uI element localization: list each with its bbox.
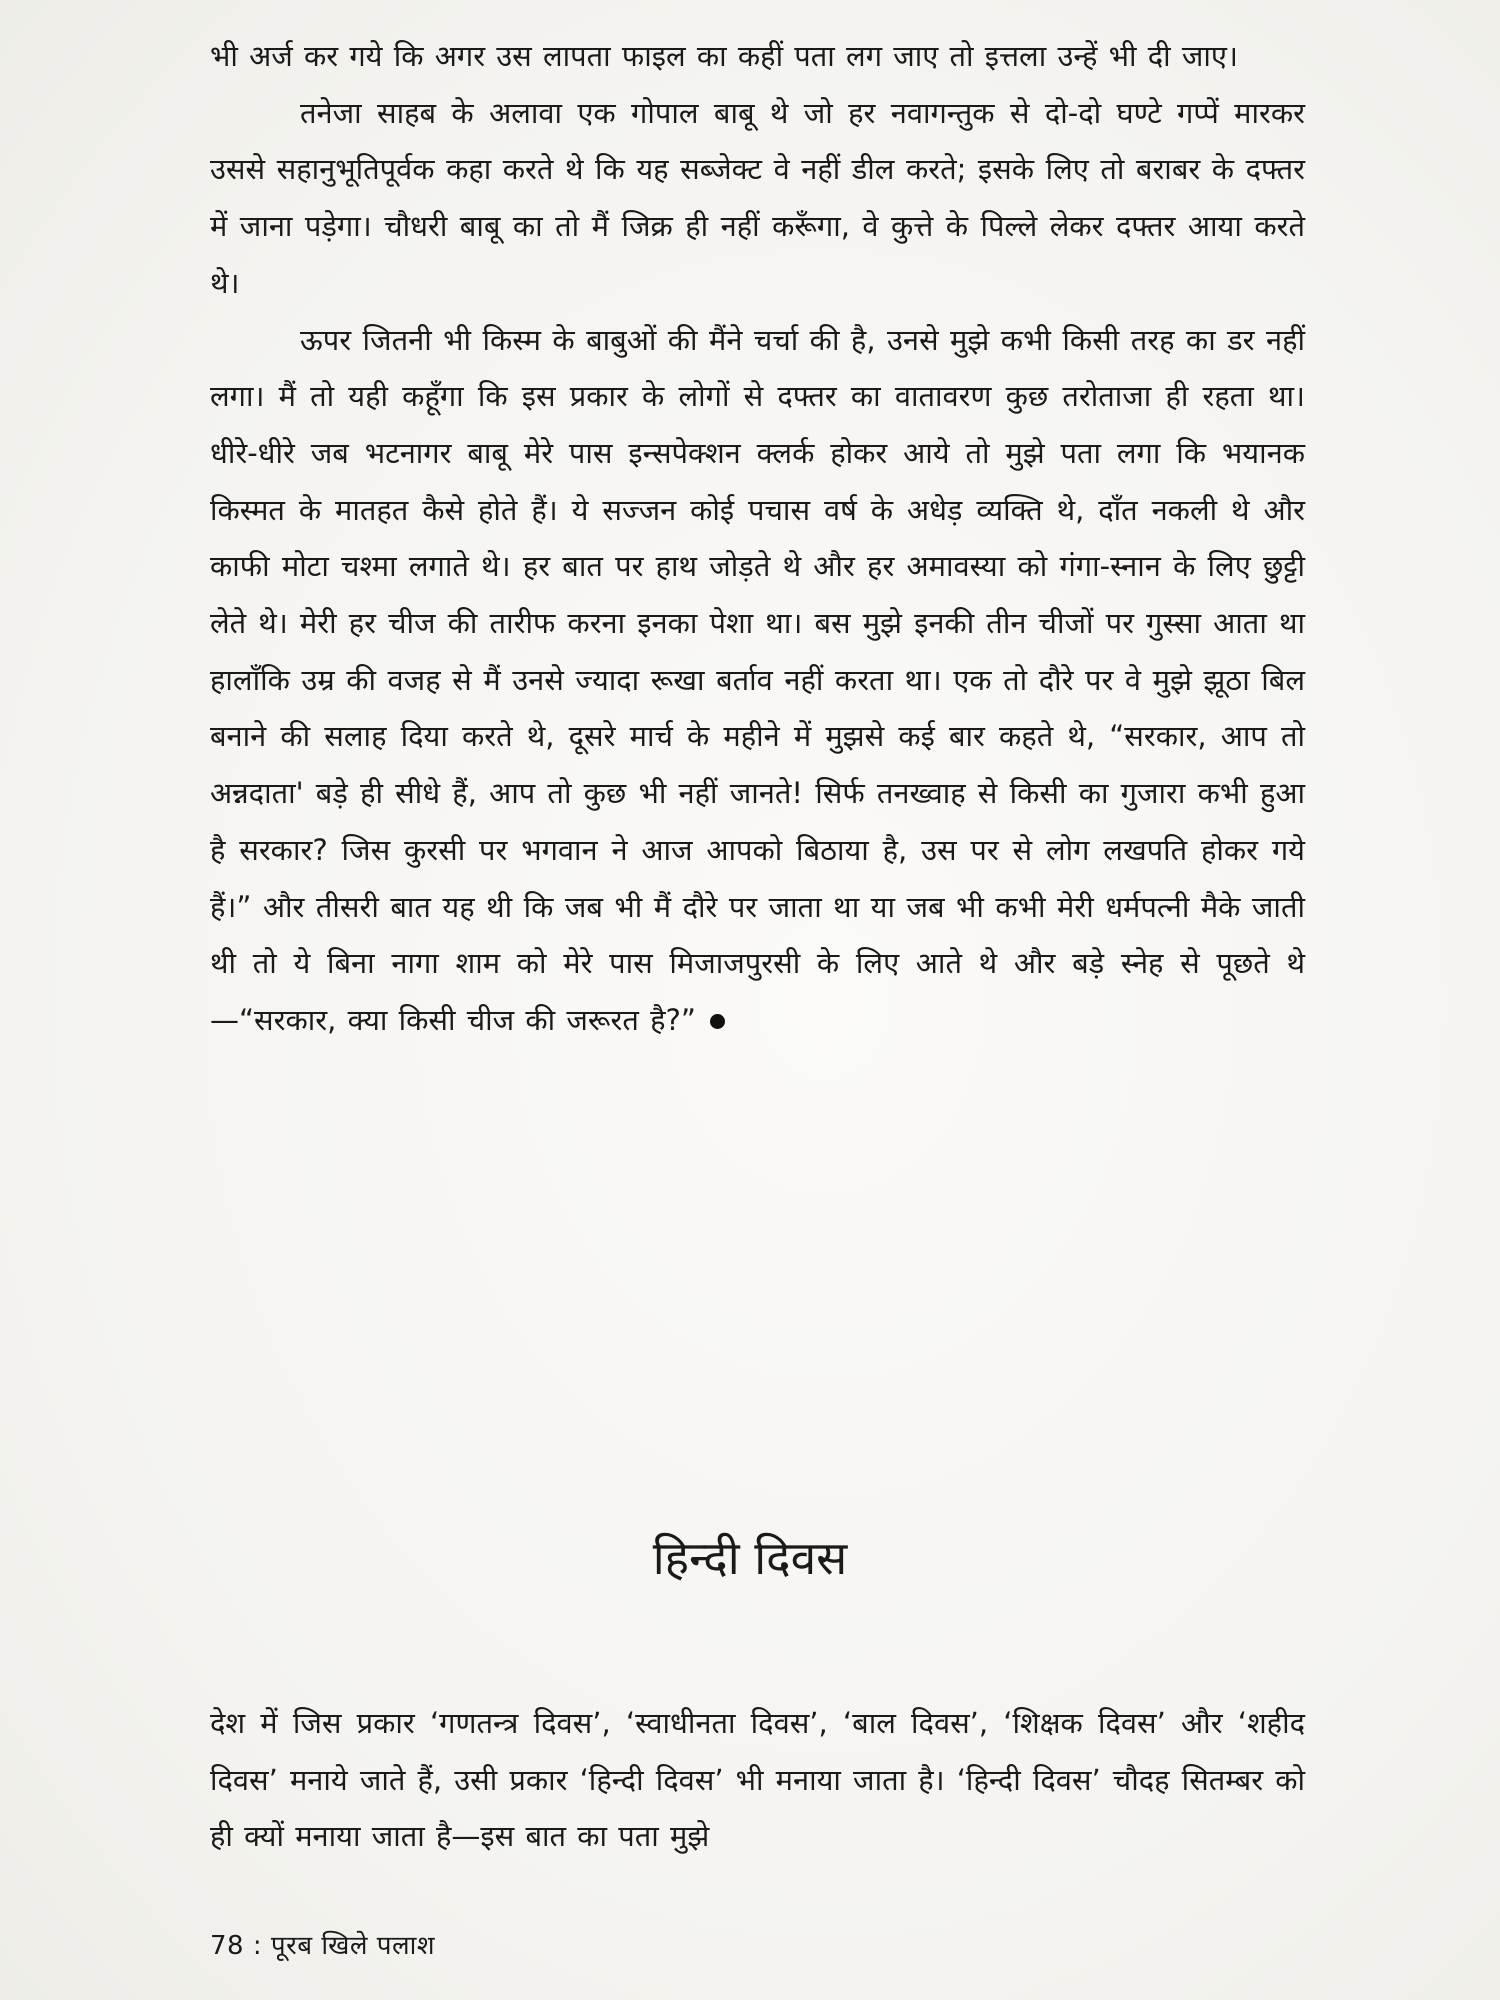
paragraph-bhatnagar-babu xyxy=(210,312,1305,1049)
paragraph-bhatnagar-text: ऊपर जितनी भी किस्म के बाबुओं की मैंने चर्चा की है, उनसे मुझे कभी किसी तरह का डर नहीं लगा। मैं तो यही कहूँगा कि इस प्रकार के लोगों से दफ्तर का वातावरण कुछ तरोताजा ही रहता था। धीरे-धीरे जब भटनागर बाबू मेरे पास इन्सपेक्शन क्लर्क होकर आये तो मुझे पता लगा कि भयानक किस्मत के मातहत कैसे होते हैं। ये सज्जन कोई पचास वर्ष के अधेड़ व्यक्ति थे, दाँत नकली थे और काफी मोटा चश्मा लगाते थे। हर बात पर हाथ जोड़ते थे और हर अमावस्या को गंगा-स्नान के लिए छुट्टी लेते थे। मेरी हर चीज की तारीफ करना इनका पेशा था। बस मुझे इनकी तीन चीजों पर गुस्सा आता था हालाँकि उम्र की वजह से मैं उनसे ज्यादा रूखा बर्ताव नहीं करता था। एक तो दौरे पर वे मुझे झूठा बिल बनाने की सलाह दिया करते थे, दूसरे मार्च के महीने में मुझसे कई बार कहते थे, “सरकार, आप तो अन्नदाता' बड़े ही सीधे हैं, आप तो कुछ भी नहीं जानते! सिर्फ तनख्वाह से किसी का गुजारा कभी हुआ है सरकार? जिस कुरसी पर भगवान ने आज आपको बिठाया है, उस पर से लोग लखपति होकर गये हैं।” और तीसरी बात यह थी कि जब भी मैं दौरे पर जाता था या जब भी कभी मेरी धर्मपत्नी मैके जाती थी तो ये बिना नागा शाम को मेरे पास मिजाजपुरसी के लिए आते थे और बड़े स्नेह से पूछते थे—“सरकार, क्या किसी चीज की जरूरत है?” xyxy=(210,322,1305,1037)
continued-paragraph: भी अर्ज कर गये कि अगर उस लापता फाइल का कहीं पता लग जाए तो इत्तला उन्हें भी दी जाए। xyxy=(210,39,1238,73)
chapter-text xyxy=(210,28,1305,1049)
section-opening-paragraph: देश में जिस प्रकार ‘गणतन्त्र दिवस’, ‘स्वाधीनता दिवस’, ‘बाल दिवस’, ‘शिक्षक दिवस’ और ‘शहीद दिवस’ मनाये जाते हैं, उसी प्रकार ‘हिन्दी दिवस’ भी मनाया जाता है। ‘हिन्दी दिवस’ चौदह सितम्बर को ही क्यों मनाया जाता है—इस बात का पता मुझे xyxy=(210,1706,1305,1854)
end-of-chapter-bullet-icon xyxy=(710,1014,725,1029)
paragraph-gopal-babu: तनेजा साहब के अलावा एक गोपाल बाबू थे जो हर नवागन्तुक से दो-दो घण्टे गप्पें मारकर उससे सहानुभूतिपूर्वक कहा करते थे कि यह सब्जेक्ट वे नहीं डील करते; इसके लिए तो बराबर के दफ्तर में जाना पड़ेगा। चौधरी बाबू का तो मैं जिक्र ही नहीं करूँगा, वे कुत्ते के पिल्ले लेकर दफ्तर आया करते थे। xyxy=(210,95,1305,300)
page-footer: 78 : पूरब खिले पलाश xyxy=(210,1931,436,1961)
section-text xyxy=(210,1695,1305,1865)
section-title: हिन्दी दिवस xyxy=(652,1531,848,1585)
